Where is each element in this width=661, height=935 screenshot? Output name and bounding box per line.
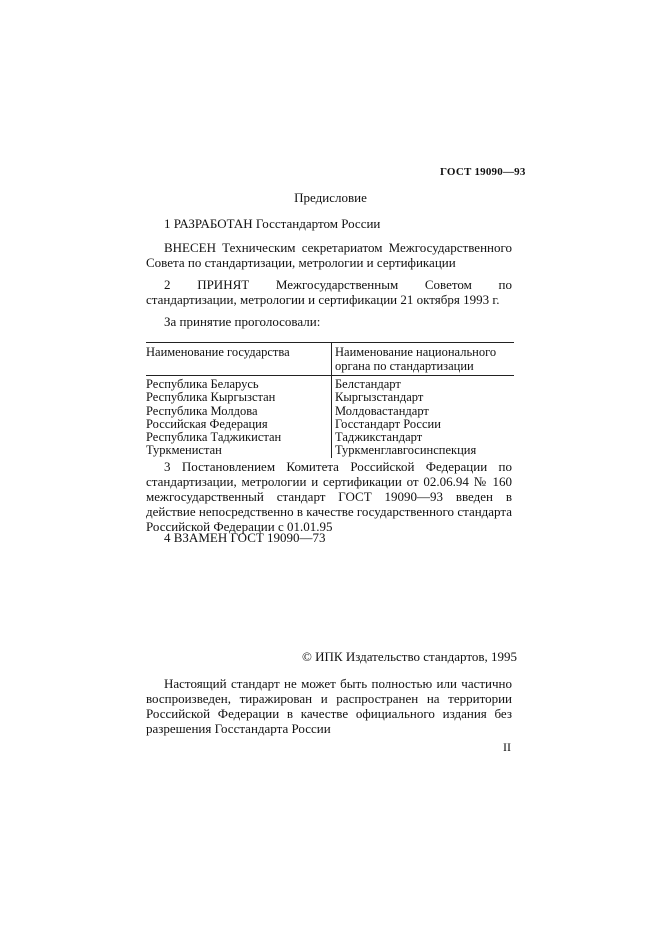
paragraph-enacted [146,459,512,534]
table-header-state: Наименование государства [146,345,290,359]
table-body [146,376,514,458]
paragraph-text: 3 Постановлением Комитета Российской Федерации по стандартизации, метрологии и сертификации от 02.06.94 № 160 межгосударственный стандарт ГОСТ 19090—93 введен в действие непосредственно в качестве государственного стандарта Российской Федерации с 01.01.95 [146,459,512,534]
table-cell-body: Молдовастандарт [335,403,429,418]
table-cell-body: Госстандарт России [335,416,441,431]
table-cell-state: Республика Молдова [146,403,258,418]
section-title: Предисловие [294,190,367,205]
paragraph-text: 2 ПРИНЯТ Межгосударственным Советом по стандартизации, метрологии и сертификации 21 октября 1993 г. [146,277,512,307]
paragraph-replaces [146,530,512,545]
paragraph-text: За принятие проголосовали: [164,314,321,329]
table-cell-state: Российская Федерация [146,416,268,431]
paragraph-text: 1 РАЗРАБОТАН Госстандартом России [164,216,381,231]
table-header-body: Наименование национального органа по стандартизации [331,343,514,375]
table-header-row [146,343,514,376]
table-cell-body: Белстандарт [335,377,401,391]
page-number: II [503,740,511,754]
copyright-line: © ИПК Издательство стандартов, 1995 [302,649,517,664]
table-cell-state: Республика Кыргызстан [146,390,276,405]
notice-text: Настоящий стандарт не может быть полностью или частично воспроизведен, тиражирован и распространен на территории Российской Федерации в качестве официального издания без разрешения Госстандарта России [146,676,512,736]
table-cell-body: Кыргызстандарт [335,390,424,405]
paragraph-voted [146,314,512,329]
paragraph-text: ВНЕСЕН Техническим секретариатом Межгосударственного Совета по стандартизации, метрологии и сертификации [146,240,512,270]
table-column-states [146,376,331,458]
paragraph-adopted-by [146,277,512,307]
paragraph-text: 4 ВЗАМЕН ГОСТ 19090—73 [164,530,326,545]
reproduction-notice [146,676,512,736]
table-column-bodies [331,376,514,458]
table-cell-state: Туркменистан [146,443,222,458]
table-cell-body: Туркменглавгосинспекция [335,443,477,458]
standard-code-header: ГОСТ 19090—93 [440,166,526,178]
table-cell-body: Таджикстандарт [335,430,423,445]
table-cell-state: Республика Таджикистан [146,430,282,445]
paragraph-developed-by [146,216,512,231]
voting-table [146,342,514,458]
paragraph-introduced-by [146,240,512,270]
table-cell-state: Республика Беларусь [146,377,259,391]
